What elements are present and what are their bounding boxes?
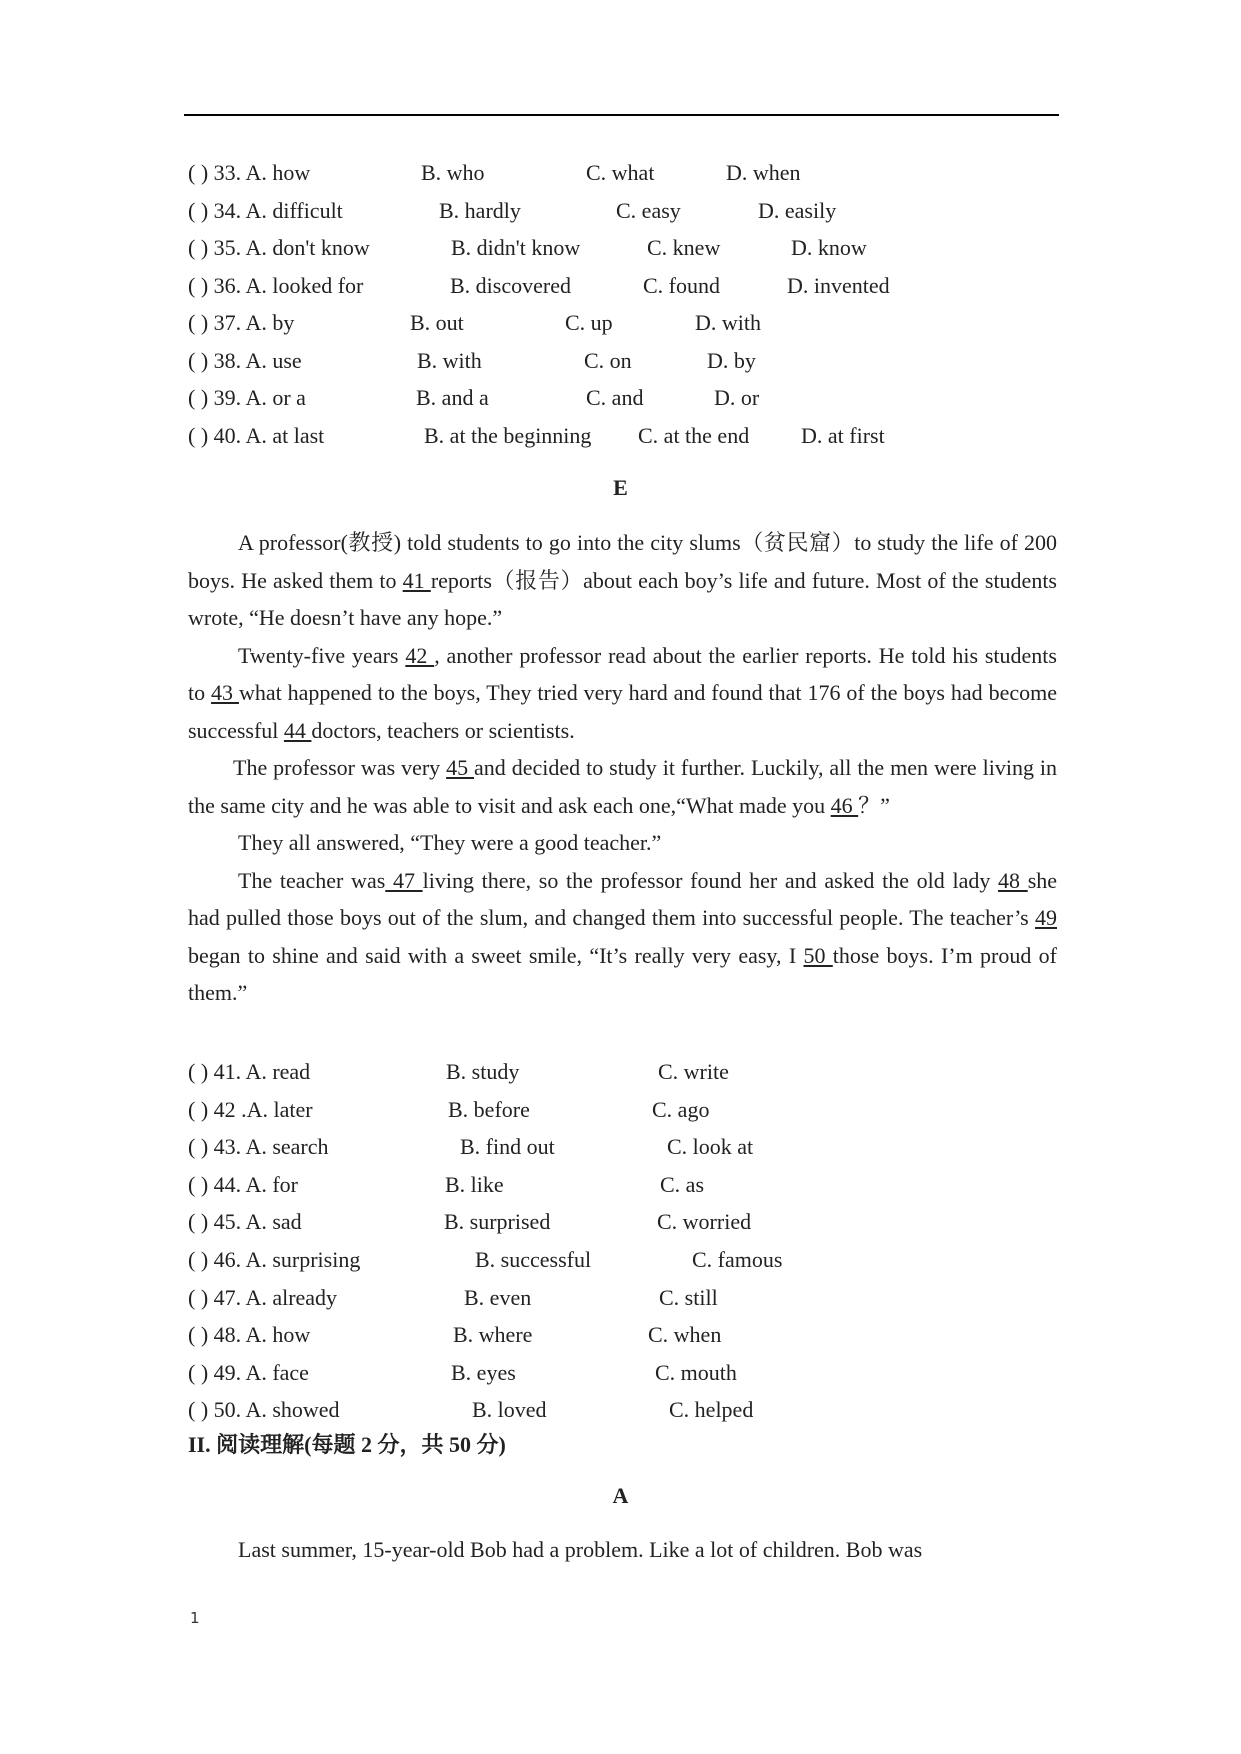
option-d: D. by xyxy=(707,347,756,373)
question-stem: ( ) 50. A. showed xyxy=(188,1397,340,1423)
option-c: C. easy xyxy=(616,197,681,223)
option-b: B. who xyxy=(421,160,485,185)
option-b: B. find out xyxy=(460,1134,555,1160)
option-b: B. with xyxy=(417,347,482,373)
option-b: B. like xyxy=(445,1171,504,1197)
question-stem: ( ) 34. A. difficult xyxy=(188,197,343,223)
option-b: B. and a xyxy=(416,385,489,410)
passage-paragraph: The teacher was 47 living there, so the professor found her and asked the old lady 48 she had pulled those boys out of the slum, and changed them into successful people. The teacher’s 49 began to shine and said with a sweet smile, “It’s really very easy, I 50 those boys. I’m proud of them.” xyxy=(188,867,1058,1005)
option-d: D. at first xyxy=(801,422,885,448)
option-b: B. where xyxy=(453,1322,533,1348)
option-c: C. at the end xyxy=(638,422,750,448)
blank-46: 46 xyxy=(830,792,859,818)
blank-47: 47 xyxy=(385,867,423,893)
option-b: B. before xyxy=(448,1096,530,1122)
option-b: B. at the beginning xyxy=(424,422,592,448)
option-c: C. found xyxy=(643,272,720,298)
option-b: B. study xyxy=(446,1059,520,1084)
question-stem: ( ) 46. A. surprising xyxy=(188,1246,361,1272)
option-b: B. successful xyxy=(475,1246,592,1272)
passage-e xyxy=(188,524,1057,1012)
option-b: B. loved xyxy=(472,1397,547,1423)
question-stem: ( ) 40. A. at last xyxy=(188,422,325,448)
passage-a-first-line: Last summer, 15-year-old Bob had a problem. Like a lot of children. Bob was xyxy=(238,1537,923,1562)
section-a-title: A xyxy=(612,1483,629,1508)
passage-paragraph: They all answered, “They were a good teacher.” xyxy=(238,830,662,855)
question-stem: ( ) 49. A. face xyxy=(188,1359,309,1385)
option-b: B. didn't know xyxy=(451,235,581,260)
blank-44: 44 xyxy=(283,717,312,743)
option-b: B. eyes xyxy=(451,1359,516,1385)
option-c: C. and xyxy=(586,385,644,410)
page-number: 1 xyxy=(190,1609,200,1627)
option-c: C. when xyxy=(648,1322,722,1348)
option-c: C. knew xyxy=(647,235,721,260)
option-c: C. what xyxy=(586,160,655,185)
section-e-title: E xyxy=(613,475,628,500)
option-c: C. worried xyxy=(657,1209,752,1235)
option-c: C. write xyxy=(658,1059,729,1084)
option-d: D. easily xyxy=(758,197,837,223)
passage-paragraph: The professor was very 45 and decided to study it further. Luckily, all the men were living in the same city and he was able to visit and ask each one,“What made you 46 ？” xyxy=(188,755,1057,818)
question-stem: ( ) 35. A. don't know xyxy=(188,235,370,260)
blank-50: 50 xyxy=(803,942,833,968)
option-b: B. even xyxy=(464,1284,532,1310)
question-stem: ( ) 45. A. sad xyxy=(188,1209,302,1235)
question-stem: ( ) 33. A. how xyxy=(188,160,311,185)
option-b: B. surprised xyxy=(444,1209,551,1235)
question-stem: ( ) 44. A. for xyxy=(188,1171,298,1197)
blank-41: 41 xyxy=(402,567,431,593)
option-d: D. know xyxy=(791,235,867,260)
question-stem: ( ) 39. A. or a xyxy=(188,385,306,410)
question-stem: ( ) 38. A. use xyxy=(188,347,302,373)
blank-42: 42 xyxy=(405,642,435,668)
question-stem: ( ) 41. A. read xyxy=(188,1059,311,1084)
passage-paragraph: A professor(教授) told students to go into the city slums（贫民窟）to study the life of 200 boys. He asked them to 41 reports（报告）about each boy’s life and future. Most of the students wrote, “He doesn’t have any hope.” xyxy=(188,530,1057,630)
question-stem: ( ) 43. A. search xyxy=(188,1134,329,1160)
option-c: C. famous xyxy=(692,1246,783,1272)
option-c: C. on xyxy=(584,347,632,373)
option-b: B. hardly xyxy=(439,197,521,223)
question-stem: ( ) 37. A. by xyxy=(188,310,295,335)
option-c: C. as xyxy=(660,1171,704,1197)
option-b: B. out xyxy=(410,310,464,335)
option-d: D. when xyxy=(726,160,801,185)
section-ii-heading: II. 阅读理解(每题 2 分，共 50 分) xyxy=(188,1432,506,1457)
question-stem: ( ) 48. A. how xyxy=(188,1322,311,1348)
option-c: C. still xyxy=(659,1284,718,1310)
question-stem: ( ) 42 .A. later xyxy=(188,1096,313,1122)
option-c: C. helped xyxy=(669,1397,754,1423)
option-d: D. with xyxy=(695,310,761,335)
question-stem: ( ) 36. A. looked for xyxy=(188,272,364,298)
option-c: C. look at xyxy=(667,1134,754,1160)
option-c: C. ago xyxy=(652,1096,710,1122)
passage-paragraph: Twenty-five years 42 , another professor read about the earlier reports. He told his students to 43 what happened to the boys, They tried very hard and found that 176 of the boys had become successful 44 doctors, teachers or scientists. xyxy=(188,642,1057,743)
blank-48: 48 xyxy=(998,867,1028,893)
option-c: C. mouth xyxy=(655,1359,737,1385)
blank-49: 49 xyxy=(1035,905,1057,930)
blank-45: 45 xyxy=(446,755,475,780)
header-rule xyxy=(184,114,1059,116)
option-b: B. discovered xyxy=(450,272,571,298)
option-c: C. up xyxy=(565,310,613,335)
option-d: D. invented xyxy=(787,272,890,298)
blank-43: 43 xyxy=(211,680,239,705)
option-d: D. or xyxy=(714,385,760,410)
question-stem: ( ) 47. A. already xyxy=(188,1284,338,1310)
